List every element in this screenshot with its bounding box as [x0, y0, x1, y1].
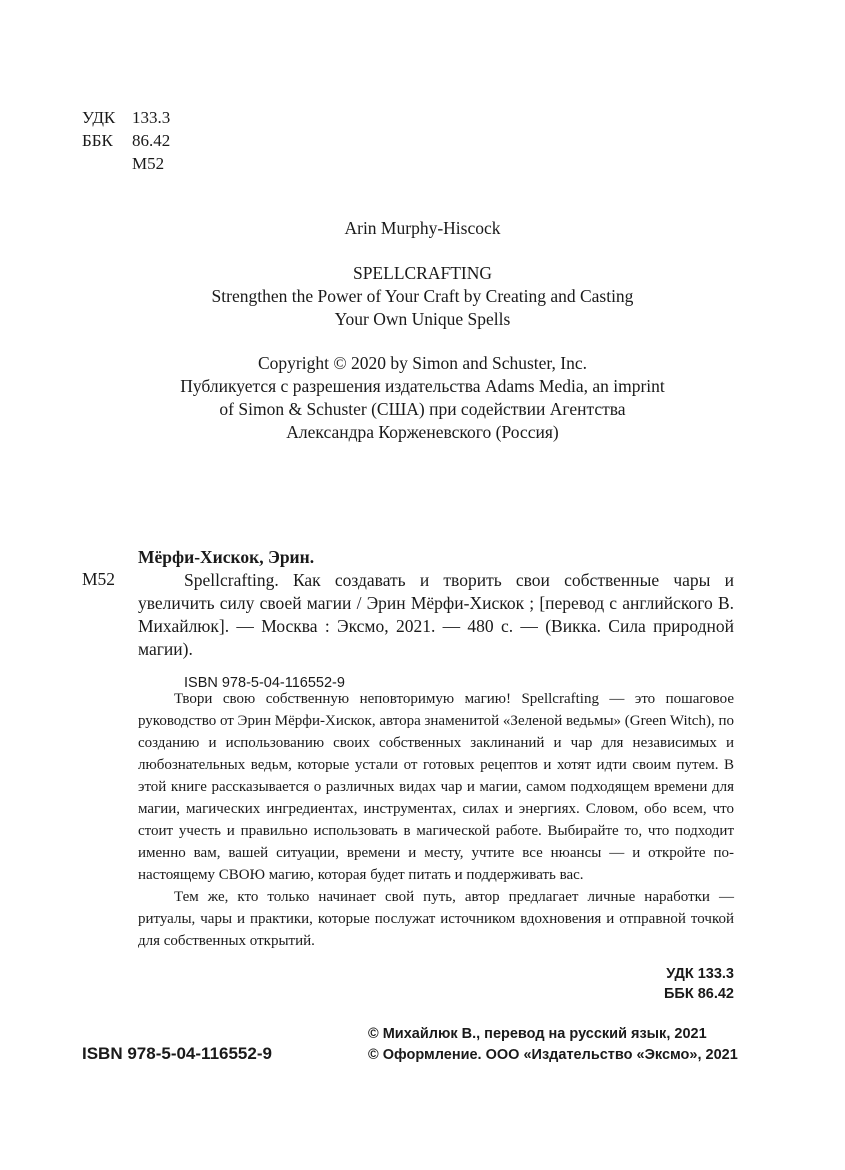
footer-copyrights: [368, 1024, 738, 1066]
biblio-heading: Мёрфи-Хискок, Эрин.: [138, 547, 315, 567]
biblio-description: Spellcrafting. Как создавать и творить свои собственные чары и увеличить силу своей магии / Эрин Мёрфи-Хискок ; [перевод с английского В. Михайлюк]. — Москва : Эксмо, 2021. — 480 с. — (Викка. Сила природной магии).: [138, 570, 734, 659]
bibliographic-record: [138, 546, 734, 695]
biblio-author-mark: М52: [82, 569, 116, 589]
rights-block: [0, 352, 845, 444]
bbk-value: 86.42: [132, 131, 171, 150]
original-title: SPELLCRAFTING: [352, 263, 493, 283]
footer-classification: [600, 964, 734, 1004]
udk-row: [82, 106, 170, 129]
original-subtitle-line-2: Your Own Unique Spells: [334, 309, 511, 329]
rights-line-4: Александра Корженевского (Россия): [286, 422, 559, 442]
author-mark: М52: [132, 154, 165, 173]
classification-codes: [82, 106, 170, 175]
original-title-block: [0, 262, 845, 331]
udk-label: УДК: [82, 108, 116, 127]
footer-bbk: ББК 86.42: [663, 986, 734, 1002]
author-mark-row: [82, 152, 170, 175]
rights-line-1: Copyright © 2020 by Simon and Schuster, Inc.: [257, 353, 588, 373]
original-subtitle-line-1: Strengthen the Power of Your Craft by Creating and Casting: [211, 286, 634, 306]
copyright-translation: © Михайлюк В., перевод на русский язык, 2021: [368, 1026, 707, 1042]
annotation-paragraph-1: Твори свою собственную неповторимую магию! Spellcrafting — это пошаговое руководство от Эрин Мёрфи-Хискок, автора знаменитой «Зеленой ведьмы» (Green Witch), по созданию и использованию своих собственных заклинаний и чар для независимых и любознательных ведьм, которые устали от готовых рецептов и хотят идти своим путем. В этой книге рассказывается о различных видах чар и магии, самом подходящем времени для магии, магических ингредиентах, инструментах, силах и энергиях. Словом, обо всем, что стоит учесть и правильно использовать в магической работе. Выбирайте то, что подходит именно вам, вашей ситуации, времени и месту, учтите все нюансы — и откройте по-настоящему СВОЮ магию, которая будет питать и поддерживать вас.: [138, 691, 734, 883]
footer-udk: УДК 133.3: [666, 966, 734, 982]
annotation: [138, 688, 734, 952]
rights-line-3: of Simon & Schuster (США) при содействии Агентства: [219, 399, 626, 419]
bbk-label: ББК: [82, 131, 113, 150]
annotation-paragraph-2: Тем же, кто только начинает свой путь, автор предлагает личные наработки — ритуалы, чары и практики, которые послужат источником вдохновения и отправной точкой для собственных открытий.: [138, 889, 734, 949]
rights-line-2: Публикуется с разрешения издательства Adams Media, an imprint: [180, 376, 665, 396]
copyright-design: © Оформление. ООО «Издательство «Эксмо», 2021: [368, 1047, 738, 1063]
original-author: Arin Murphy-Hiscock: [344, 218, 501, 238]
biblio-isbn: ISBN 978-5-04-116552-9: [184, 675, 345, 691]
footer-isbn: ISBN 978-5-04-116552-9: [82, 1044, 272, 1063]
udk-value: 133.3: [132, 108, 171, 127]
bbk-row: [82, 129, 170, 152]
